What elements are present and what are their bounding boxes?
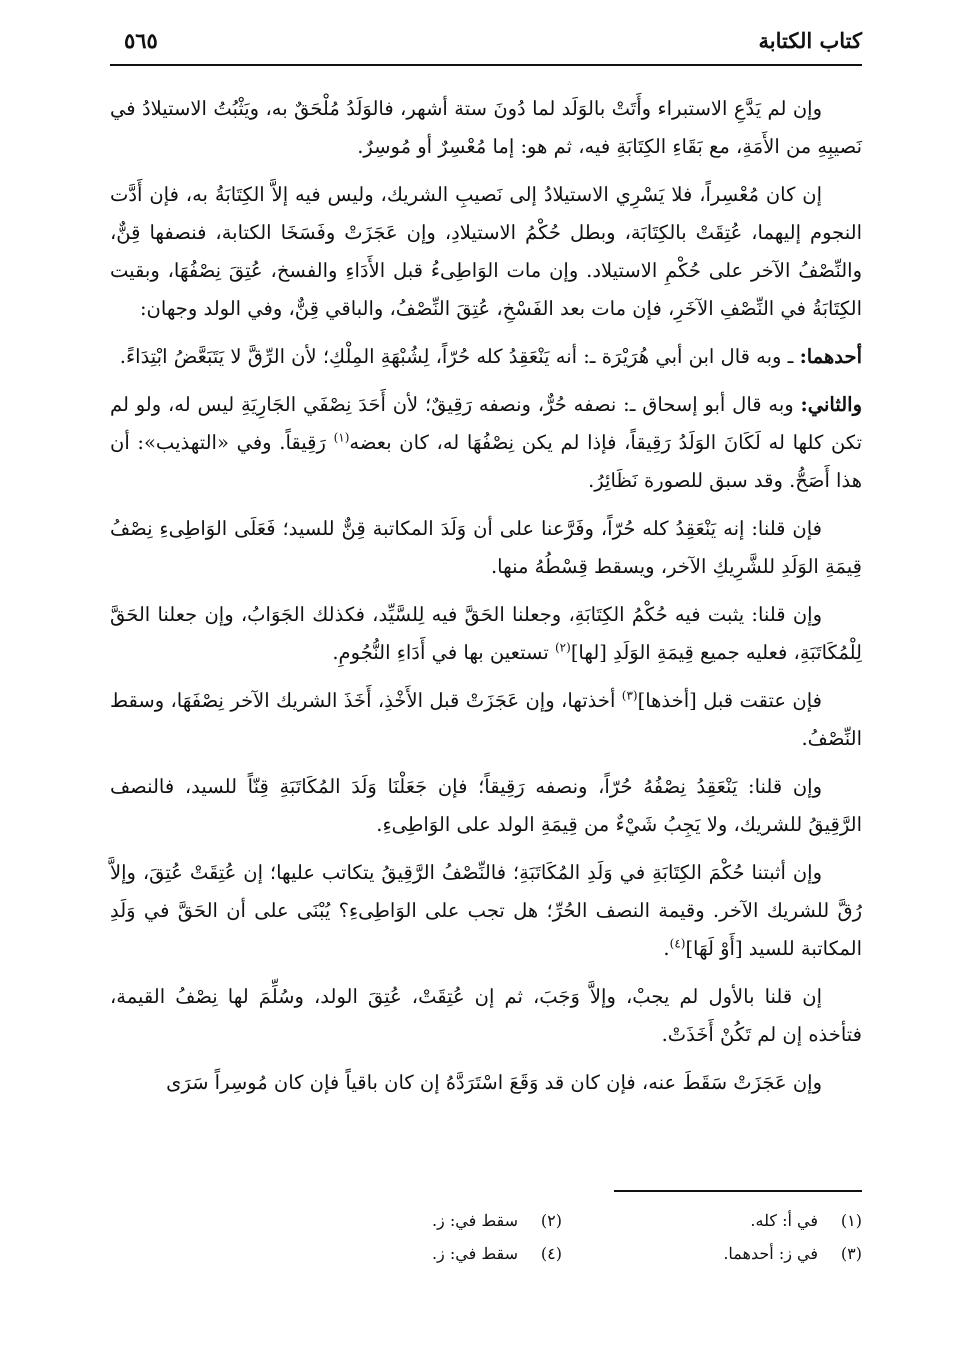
paragraph-second-view: والثاني: وبه قال أبو إسحاق ـ: نصفه حُرٌّ، ونصفه رَقِيقٌ؛ لأن أَحَدَ نِصْفَي الجَارِيَةِ ليس له، ولو لم تكن كلها له لَكَانَ الوَلَدُ رَقِيقاً، فإذا لم يكن نِصْفُهَا له، كان بعضه$^{(١)}$ رَقِيقاً. وفي «التهذيب»: أن هذا أَصَحُّ. وقد سبق للصورة نَظَائِرُ. (110, 393, 862, 492)
running-head (110, 22, 862, 66)
paragraph-first-view: أحدهما: ـ وبه قال ابن أبي هُرَيْرَة ـ: أنه يَنْعَقِدُ كله حُرّاً، لِشُبْهَةِ المِلْكِ؛ لأن الرِّقَّ لا يَتَبَعَّضُ ابْتِدَاءً. (119, 345, 862, 368)
paragraph-half-free: وإن قلنا: يَنْعَقِدُ نِصْفُهُ حُرّاً، ونصفه رَقِيقاً؛ فإن جَعَلْنَا وَلَدَ المُكَاتَبَةِ قِنّاً للسيد، فالنصف الرَّقِيقُ للشريك، ولا يَجِبُ شَيْءٌ من قِيمَةِ الولد على الوَاطِىءِ. (110, 775, 862, 836)
footnote-2: (٢)سقط في: ز. (431, 1211, 562, 1230)
book-title: كتاب الكتابة (758, 28, 862, 53)
footnote-4: (٤)سقط في: ز. (431, 1244, 562, 1263)
second-view-heading: والثاني: (800, 393, 862, 416)
footnote-1: (١)في أ: كله. (750, 1211, 862, 1230)
first-view-heading: أحدهما: (799, 345, 862, 368)
footnote-ref-1[interactable]: (١) (333, 430, 350, 445)
paragraph-itq: فإن عتقت قبل [أخذها]$^{(٣)}$ أخذتها، وإن عَجَزَتْ قبل الأَخْذِ، أَخَذَ الشريك الآخر نِصْفَهَا، وسقط النِّصْفُ. (110, 688, 862, 750)
footnote-ref-2[interactable]: (٢) (554, 640, 571, 655)
book-page (110, 22, 862, 1342)
page-number: ٥٦٥ (124, 28, 158, 53)
footnote-row (110, 1237, 862, 1270)
paragraph-ajz: وإن عَجَزَتْ سَقَطَ عنه، فإن كان قد وَقَعَ اسْتَرَدَّهُ إن كان باقياً فإن كان مُوسِراً سَرَى (166, 1071, 822, 1094)
paragraph-muasir: إن كان مُعْسِراً، فلا يَسْرِي الاستيلادُ إلى نَصيبِ الشريك، وليس فيه إلاَّ الكِتَابَةُ به، فإن أَدَّت النجوم إليهما، عُتِقَتْ بالكِتَابَة، وبطل حُكْمُ الاستيلادِ، وإن عَجَزَتْ وفَسَخَا الكتابة، فنصفها قِنٌّ، والنِّصْفُ الآخر على حُكْمِ الاستيلاد. وإن مات الوَاطِىءُ قبل الأَدَاءِ والفسخ، عُتِقَ نِصْفُهَا، وبقيت الكِتَابَةُ في النِّصْفِ الآخَرِ، فإن مات بعد الفَسْخِ، عُتِقَ النِّصْفُ، والباقي قِنٌّ، وفي الولد وجهان: (110, 183, 862, 320)
footnote-ref-4[interactable]: (٤) (669, 936, 686, 951)
paragraph-first-option: إن قلنا بالأول لم يجبْ، وإلاَّ وَجَبَ، ثم إن عُتِقَتْ، عُتِقَ الولد، وسُلِّمَ لها نِصْفُ القيمة، فتأخذه إن لم تَكُنْ أَخَذَتْ. (110, 985, 862, 1046)
paragraph-mukataba: وإن أثبتنا حُكْمَ الكِتَابَةِ في وَلَدِ المُكَاتَبَةِ؛ فالنِّصْفُ الرَّقِيقُ يتكاتب عليها؛ إن عُتِقَتْ عُتِقَ، وإلاَّ رُقَّ للشريك الآخر. وقيمة النصف الحُرِّ؛ هل تجب على الوَاطِىءِ؟ يُبْنَى على أن الحَقَّ في وَلَدِ المكاتبة للسيد [أَوْ لَهَا]$^{(٤)}$. (110, 861, 862, 960)
footnote-row (110, 1204, 862, 1237)
footnote-divider (614, 1190, 862, 1192)
footnotes (110, 1204, 862, 1270)
paragraph-hurr: فإن قلنا: إنه يَنْعَقِدُ كله حُرّاً، وفَرَّعنا على أن وَلَدَ المكاتبة قِنٌّ للسيد؛ فَعَلَى الوَاطِىءِ نِصْفُ قِيمَةِ الوَلَدِ للشَّرِيكِ الآخر، ويسقط قِسْطُهُ منها. (110, 517, 862, 578)
footnote-3: (٣)في ز: أحدهما. (723, 1244, 862, 1263)
footnote-ref-3[interactable]: (٣) (621, 688, 638, 703)
paragraph-istibra: وإن لم يَدَّعِ الاستبراء وأَتَتْ بالوَلَد لما دُونَ ستة أشهر، فالوَلَدُ مُلْحَقٌ به، ويَثْبُتُ الاستيلادُ في نَصيبِهِ من الأَمَةِ، مع بَقَاءِ الكِتَابَةِ فيه، ثم هو: إما مُعْسِرٌ أو مُوسِرٌ. (110, 97, 862, 158)
paragraph-kitaba-rule: وإن قلنا: يثبت فيه حُكْمُ الكِتَابَةِ، وجعلنا الحَقَّ فيه لِلسَّيِّد، فكذلك الجَوَابُ، وإن جعلنا الحَقَّ لِلْمُكَاتَبَةِ، فعليه جميع قِيمَةِ الوَلَدِ [لها]$^{(٢)}$ تستعين بها في أَدَاءِ النُّجُومِ. (110, 603, 862, 664)
body-text (110, 90, 862, 1102)
